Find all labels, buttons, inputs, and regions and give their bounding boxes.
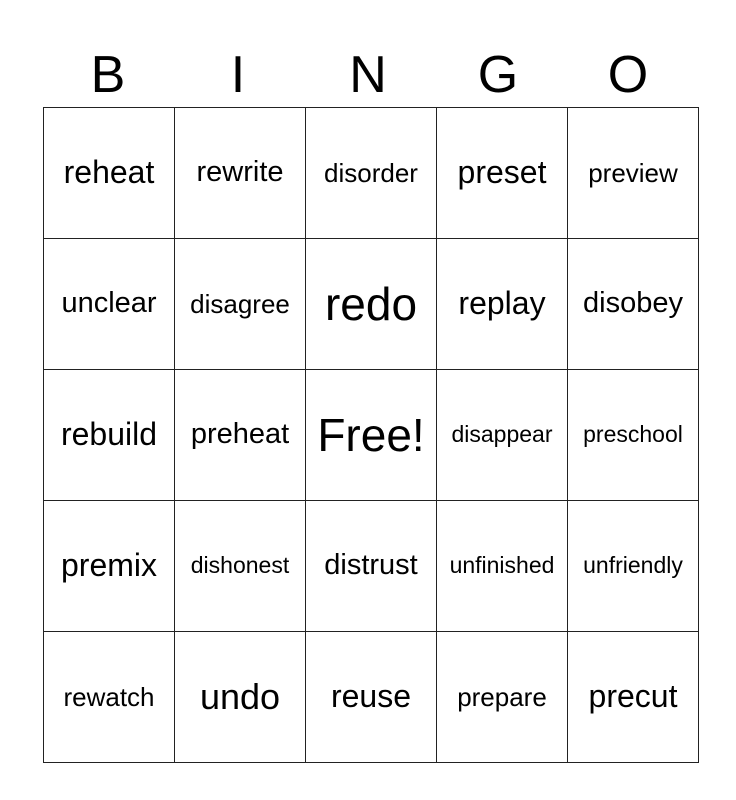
bingo-cell[interactable] — [568, 239, 699, 370]
bingo-cell[interactable] — [568, 370, 699, 501]
bingo-cell[interactable] — [175, 501, 306, 632]
header-letter-g: G — [477, 46, 519, 104]
bingo-cell[interactable] — [306, 501, 437, 632]
bingo-cell[interactable] — [568, 108, 699, 239]
cell-word: distrust — [324, 549, 418, 582]
cell-word: preheat — [190, 418, 290, 451]
cell-word: disorder — [324, 157, 418, 188]
cell-word: preview — [588, 157, 678, 188]
bingo-cell[interactable] — [437, 370, 568, 501]
cell-word: disagree — [190, 288, 290, 319]
bingo-cell[interactable] — [437, 632, 568, 763]
cell-word: undo — [199, 676, 281, 718]
bingo-cell[interactable] — [44, 108, 175, 239]
board-row — [44, 370, 699, 501]
cell-word: unclear — [61, 287, 157, 320]
bingo-cell[interactable] — [437, 501, 568, 632]
cell-word: dishonest — [190, 552, 290, 579]
cell-word: rewatch — [63, 681, 155, 712]
cell-word: premix — [60, 547, 157, 584]
bingo-cell[interactable] — [568, 501, 699, 632]
cell-word: redo — [324, 277, 418, 330]
bingo-cell[interactable] — [306, 108, 437, 239]
board-row — [44, 501, 699, 632]
cell-word: reuse — [330, 678, 412, 715]
bingo-cell[interactable] — [306, 632, 437, 763]
cell-word: preset — [457, 154, 547, 191]
free-space-label: Free! — [317, 408, 425, 461]
bingo-cell[interactable] — [437, 108, 568, 239]
bingo-cell[interactable] — [175, 108, 306, 239]
board-row — [44, 632, 699, 763]
cell-word: preschool — [583, 421, 683, 448]
cell-word: unfriendly — [583, 552, 683, 579]
bingo-cell[interactable] — [568, 632, 699, 763]
bingo-cell[interactable] — [44, 501, 175, 632]
cell-word: disappear — [451, 421, 553, 448]
bingo-cell[interactable] — [175, 239, 306, 370]
cell-word: unfinished — [449, 552, 555, 579]
bingo-cell[interactable] — [44, 370, 175, 501]
cell-word: prepare — [457, 681, 547, 712]
board-row — [44, 239, 699, 370]
bingo-cell[interactable] — [44, 239, 175, 370]
bingo-cell[interactable] — [175, 370, 306, 501]
bingo-cell[interactable] — [306, 239, 437, 370]
header-letter-i: I — [230, 46, 246, 104]
cell-word: disobey — [583, 287, 683, 320]
board-row — [44, 108, 699, 239]
cell-word: rebuild — [60, 416, 158, 453]
bingo-cell[interactable] — [175, 632, 306, 763]
cell-word: precut — [588, 678, 678, 715]
cell-word: replay — [458, 285, 546, 322]
bingo-board — [43, 107, 699, 763]
header-letter-o: O — [607, 46, 649, 104]
bingo-cell[interactable] — [437, 239, 568, 370]
bingo-cell[interactable] — [44, 632, 175, 763]
header-letter-b: B — [90, 46, 126, 104]
cell-word: reheat — [63, 154, 155, 191]
cell-word: rewrite — [196, 156, 284, 189]
free-space-cell[interactable] — [306, 370, 437, 501]
bingo-header — [43, 44, 693, 106]
header-letter-n: N — [349, 46, 387, 104]
